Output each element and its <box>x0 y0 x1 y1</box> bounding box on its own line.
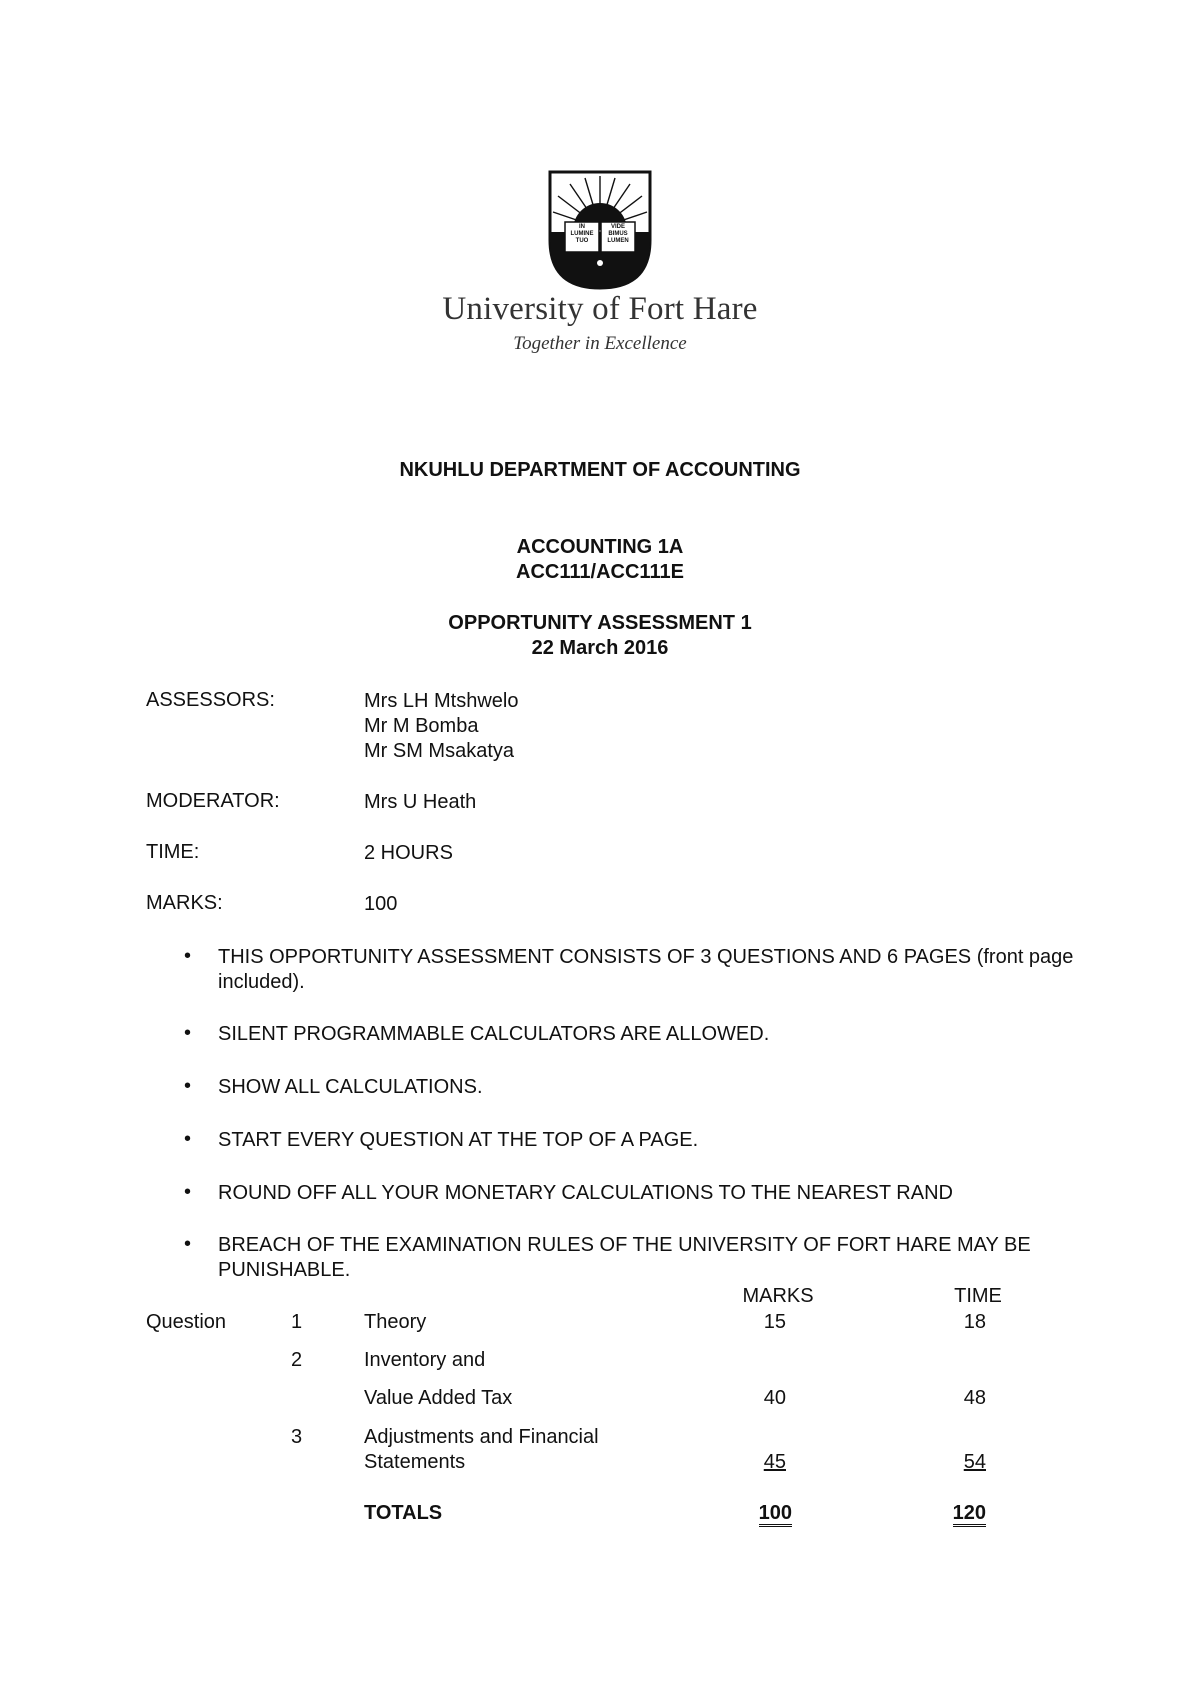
marks-label: MARKS: <box>146 892 223 914</box>
question-time: 18 <box>963 1311 986 1333</box>
question-number: 2 <box>291 1349 303 1371</box>
bullet-icon: • <box>184 1022 192 1044</box>
university-motto: Together in Excellence <box>513 333 687 354</box>
course-title: ACCOUNTING 1A <box>516 536 684 558</box>
assessment-date: 22 March 2016 <box>531 637 669 659</box>
column-header-marks: MARKS <box>742 1285 814 1307</box>
question-time: 48 <box>963 1387 986 1409</box>
instruction-item: THIS OPPORTUNITY ASSESSMENT CONSISTS OF 3 QUESTIONS AND 6 PAGES (front page included). <box>218 946 1074 993</box>
question-topic: Theory <box>364 1311 427 1333</box>
bullet-icon: • <box>184 945 192 967</box>
bullet-icon: • <box>184 1075 192 1097</box>
question-topic-continued: Value Added Tax <box>364 1387 513 1409</box>
question-number: 3 <box>291 1426 303 1448</box>
assessor-name: Mr M Bomba <box>364 715 479 737</box>
assessor-name: Mrs LH Mtshwelo <box>364 690 519 712</box>
question-label: Question <box>146 1311 227 1333</box>
instruction-item: BREACH OF THE EXAMINATION RULES OF THE UNIVERSITY OF FORT HARE MAY BE PUNISHABLE. <box>218 1234 1031 1281</box>
question-topic-continued: Statements <box>364 1451 466 1473</box>
question-time: 54 <box>963 1451 986 1473</box>
department-title: NKUHLU DEPARTMENT OF ACCOUNTING <box>399 459 801 481</box>
totals-label: TOTALS <box>364 1502 443 1524</box>
course-code: ACC111/ACC111E <box>516 561 684 583</box>
moderator-name: Mrs U Heath <box>364 791 477 813</box>
assessor-name: Mr SM Msakatya <box>364 740 515 762</box>
moderator-label: MODERATOR: <box>146 790 280 812</box>
question-marks: 45 <box>763 1451 786 1473</box>
time-value: 2 HOURS <box>364 842 453 864</box>
university-crest-logo <box>545 170 655 290</box>
crest-book-left-text: IN LUMINE TUO <box>570 224 594 244</box>
instruction-item: START EVERY QUESTION AT THE TOP OF A PAGE. <box>218 1129 699 1151</box>
question-marks: 40 <box>763 1387 786 1409</box>
question-topic: Adjustments and Financial <box>364 1426 599 1448</box>
totals-marks: 100 <box>759 1502 792 1527</box>
question-number: 1 <box>291 1311 303 1333</box>
university-name: University of Fort Hare <box>442 291 758 327</box>
instruction-item: SILENT PROGRAMMABLE CALCULATORS ARE ALLOWED. <box>218 1023 770 1045</box>
bullet-icon: • <box>184 1233 192 1255</box>
question-marks: 15 <box>763 1311 786 1333</box>
column-header-time: TIME <box>954 1285 1002 1307</box>
instruction-item: ROUND OFF ALL YOUR MONETARY CALCULATIONS TO THE NEAREST RAND <box>218 1182 953 1204</box>
totals-time: 120 <box>953 1502 986 1527</box>
instruction-item: SHOW ALL CALCULATIONS. <box>218 1076 483 1098</box>
marks-value: 100 <box>364 893 398 915</box>
assessors-label: ASSESSORS: <box>146 689 275 711</box>
bullet-icon: • <box>184 1128 192 1150</box>
bullet-icon: • <box>184 1181 192 1203</box>
time-label: TIME: <box>146 841 200 863</box>
assessment-title: OPPORTUNITY ASSESSMENT 1 <box>448 612 752 634</box>
question-topic: Inventory and <box>364 1349 486 1371</box>
crest-book-right-text: VIDE BIMUS LUMEN <box>607 224 629 244</box>
assessors-list <box>364 689 518 764</box>
